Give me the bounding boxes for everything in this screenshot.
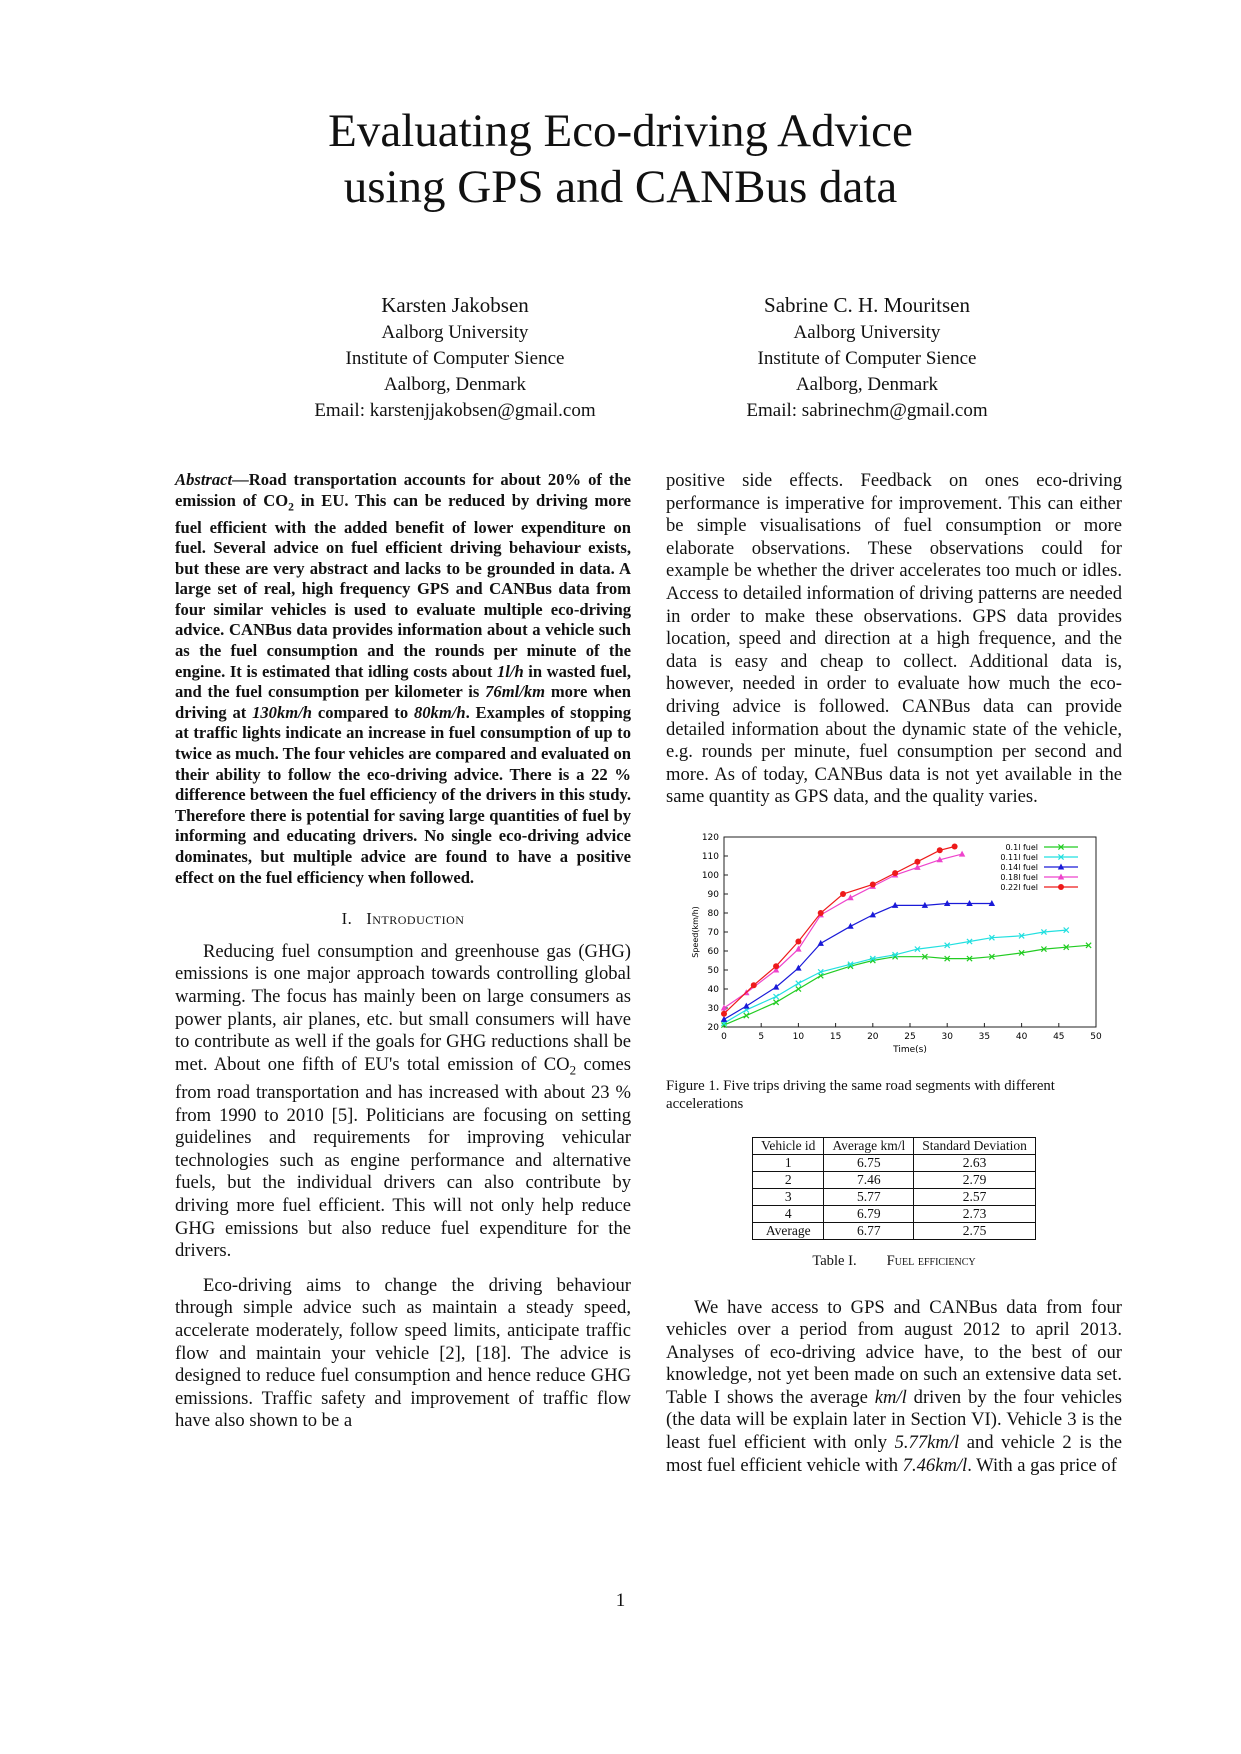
paragraph-text: Reducing fuel consumption and greenhouse gas (GHG) emissions is one major approach towards controlling global warming. The focus has mainly been on large consumers as power plants, air planes, etc. but small consumers will have to contribute as well if the goals for GHG reductions shall be met. About one fifth of EU's total emission of CO: [175, 940, 631, 1075]
legend-label: 0.1l fuel: [1005, 842, 1038, 852]
table-cell: 2.57: [914, 1188, 1036, 1205]
table-cell: 3: [753, 1188, 824, 1205]
data-point: [721, 1011, 727, 1017]
data-point: [773, 994, 778, 999]
x-tick-label: 25: [904, 1031, 916, 1042]
table-cell: 1: [753, 1154, 824, 1171]
x-tick-label: 20: [867, 1031, 879, 1042]
y-tick-label: 20: [707, 1022, 719, 1033]
abstract-text: Road transportation accounts for about 20% of the emission of CO: [175, 470, 631, 510]
math-inline: 7.46km/l: [902, 1454, 968, 1476]
data-point: [870, 881, 876, 887]
table-row: [753, 1154, 1036, 1171]
x-tick-label: 15: [829, 1031, 842, 1042]
math-inline: 130km/h: [252, 702, 313, 722]
author-email: Email: karstenjjakobsen@gmail.com: [314, 400, 596, 421]
paragraph-text: and vehicle 2 is the most fuel efficient vehicle with: [666, 1432, 1122, 1476]
data-point: [1058, 884, 1064, 890]
author-name: Sabrine C. H. Mouritsen: [764, 293, 970, 317]
y-tick-label: 120: [701, 832, 719, 843]
data-point: [751, 982, 757, 988]
table-cell: 5.77: [824, 1188, 914, 1205]
author-location: Aalborg, Denmark: [383, 374, 527, 395]
page-number: 1: [615, 1590, 626, 1611]
series-line: [724, 930, 1066, 1023]
x-tick-label: 40: [1015, 1031, 1028, 1042]
data-point: [721, 1016, 727, 1022]
y-tick-label: 70: [707, 927, 719, 938]
figure-1: [666, 829, 1122, 1069]
data-point: [795, 938, 801, 944]
series-line: [724, 846, 955, 1013]
math-inline: 76ml/km: [485, 682, 546, 702]
table-cell: 4: [753, 1205, 824, 1222]
x-tick-label: 45: [1053, 1031, 1065, 1042]
x-tick-label: 10: [792, 1031, 805, 1042]
data-point: [840, 891, 846, 897]
abstract-lead: Abstract: [175, 470, 233, 489]
section-number: I.: [341, 909, 353, 929]
abstract: [175, 470, 631, 888]
author-block-1: [245, 292, 665, 424]
x-tick-label: 50: [1090, 1031, 1102, 1042]
right-column: [666, 470, 1122, 1489]
table-cell: 2: [753, 1171, 824, 1188]
author-institute: Institute of Computer Sience: [345, 348, 565, 369]
intro-paragraph-2: Eco-driving aims to change the driving behaviour through simple advice such as maintain a steady speed, accelerate moderately, follow speed limits, anticipate traffic flow and maintain your vehicle [2], [18]. The advice is designed to reduce fuel consumption and hence reduce GHG emissions. Traffic safety and improvement of traffic flow have also shown to be a: [175, 1274, 631, 1432]
table-cell: 6.75: [824, 1154, 914, 1171]
data-point: [892, 870, 898, 876]
math-inline: 5.77km/l: [894, 1432, 960, 1454]
table-caption-label: Table I.: [812, 1252, 857, 1269]
table-row: [753, 1205, 1036, 1222]
abstract-dash: —: [232, 470, 249, 489]
table-cell: 2.63: [914, 1154, 1036, 1171]
math-inline: km/l: [874, 1386, 907, 1408]
table-cell: 7.46: [824, 1171, 914, 1188]
data-point: [818, 940, 824, 946]
y-tick-label: 100: [701, 870, 719, 881]
y-tick-label: 40: [707, 984, 719, 995]
table-cell: Average: [753, 1222, 824, 1239]
subscript: 2: [569, 1062, 577, 1078]
legend-label: 0.14l fuel: [1000, 862, 1038, 872]
math-inline: 80km/h: [413, 702, 466, 722]
speed-chart: [686, 829, 1122, 1069]
table-cell: 6.77: [824, 1222, 914, 1239]
author-institute: Institute of Computer Sience: [757, 348, 977, 369]
legend-label: 0.18l fuel: [1000, 872, 1038, 882]
abstract-text: in wasted fuel, and the fuel consumption per kilometer is: [175, 661, 631, 702]
title-line-2: using GPS and CANBus data: [343, 161, 898, 213]
fuel-efficiency-table: [752, 1137, 1036, 1240]
table-header-cell: Average km/l: [824, 1137, 914, 1154]
x-tick-label: 0: [721, 1031, 727, 1042]
math-inline: 1l/h: [496, 661, 524, 681]
author-location: Aalborg, Denmark: [795, 374, 939, 395]
section-heading: [175, 908, 631, 931]
author-block-2: [657, 292, 1077, 424]
y-tick-label: 30: [707, 1003, 719, 1014]
abstract-text: in EU. This can be reduced by driving more fuel efficient with the added benefit of lower expenditure on fuel. Several advice on fuel efficient driving behaviour exists, but these are very abstract and lacks to be grounded in data. A large set of real, high frequency GPS and CANBus data from four similar vehicles is used to evaluate multiple eco-driving advice. CANBus data provides information about a vehicle such as the fuel consumption and the rounds per minute of the engine. It is estimated that idling costs about: [175, 490, 632, 681]
table-body: [753, 1154, 1036, 1239]
table-cell: 2.75: [914, 1222, 1036, 1239]
paragraph-text: . With a gas price of: [967, 1454, 1117, 1476]
abstract-text: more when driving at: [175, 682, 631, 722]
paragraph-text: comes from road transportation and has increased with about 23 % from 1990 to 2010 [5]. Politicians are focusing on setting guidelines and requirements for improving vehicular technologies such as engine performance and alternative fuels, but the individual drivers can also contribute by driving more fuel efficient. This will not only help reduce GHG emissions but also reduce fuel expenditure for the drivers.: [175, 1053, 631, 1262]
author-affiliation: Aalborg University: [381, 322, 529, 343]
data-point: [796, 986, 801, 991]
figure-caption: Figure 1. Five trips driving the same road segments with different accelerations: [666, 1077, 1055, 1112]
paper-title: [0, 103, 1241, 215]
legend-label: 0.22l fuel: [1000, 882, 1038, 892]
table-header-cell: Vehicle id: [753, 1137, 824, 1154]
y-tick-label: 90: [707, 889, 719, 900]
subscript: 2: [288, 499, 294, 513]
author-email: Email: sabrinechm@gmail.com: [746, 400, 988, 421]
data-point: [959, 851, 965, 857]
data-point: [952, 843, 958, 849]
data-point: [914, 859, 920, 865]
data-point: [773, 963, 779, 969]
y-tick-label: 50: [707, 965, 719, 976]
intro-paragraph-3: positive side effects. Feedback on ones eco-driving performance is imperative for improvement. This can either be simple visualisations of fuel consumption or more elaborate observations. These observations could for example be whether the driver accelerates too much or idles. Access to detailed information of driving patterns are needed in order to make these observations. GPS data provides location, speed and direction at a high frequence, and the data is easy and cheap to collect. Additional data is, however, needed in order to evaluate how much the eco-driving advice is followed. CANBus data can provide detailed information about the dynamic state of the vehicle, e.g. rounds per minute, fuel consumption per second and more. As of today, CANBus data is not yet available in the same quantity as GPS data, and the quality varies.: [666, 470, 1122, 808]
table-row: [753, 1222, 1036, 1239]
data-point: [773, 1000, 778, 1005]
data-point: [743, 1003, 749, 1009]
author-affiliation: Aalborg University: [793, 322, 941, 343]
abstract-text: . Examples of stopping at traffic lights indicate an increase in fuel consumption of up to twice as much. The four vehicles are compared and evaluated on their ability to follow the eco-driving advice. There is a 22 % difference between the fuel efficiency of the drivers in this study. Therefore there is potential for saving large quantities of fuel by informing and educating drivers. No single eco-driving advice dominates, but multiple advice are found to have a positive effect on the fuel efficiency when followed.: [175, 702, 631, 887]
y-axis-label: Speed(km/h): [691, 906, 700, 958]
x-axis-label: Time(s): [893, 1044, 927, 1055]
y-tick-label: 110: [701, 851, 719, 862]
section-title: Introduction: [366, 909, 465, 929]
left-column: [175, 470, 631, 1445]
table-row: [753, 1188, 1036, 1205]
intro-paragraph-1: [175, 941, 631, 1263]
y-tick-label: 60: [707, 946, 719, 957]
intro-paragraph-4: [666, 1297, 1122, 1478]
table-row: [753, 1171, 1036, 1188]
table-cell: 2.79: [914, 1171, 1036, 1188]
table-header-cell: Standard Deviation: [914, 1137, 1036, 1154]
title-line-1: Evaluating Eco-driving Advice: [328, 105, 913, 157]
paragraph-text: driven by the four vehicles (the data will be explain later in Section VI). Vehicle 3 is the least fuel efficient with only: [666, 1386, 1122, 1454]
x-tick-label: 35: [978, 1031, 991, 1042]
paragraph-text: We have access to GPS and CANBus data from four vehicles over a period from august 2012 to april 2013. Analyses of eco-driving advice have, to the best of our knowledge, not yet been made on such an extensive data set. Table I shows the average: [666, 1296, 1122, 1408]
abstract-text: compared to: [312, 702, 414, 722]
data-point: [818, 910, 824, 916]
data-point: [796, 981, 801, 986]
x-tick-label: 30: [941, 1031, 953, 1042]
data-point: [937, 847, 943, 853]
x-tick-label: 5: [758, 1031, 765, 1042]
table-caption: [666, 1250, 1122, 1273]
table-caption-title: Fuel efficiency: [886, 1252, 976, 1269]
table-header-row: [753, 1137, 1036, 1154]
y-tick-label: 80: [707, 908, 719, 919]
data-point: [744, 1013, 749, 1018]
legend-label: 0.11l fuel: [1000, 852, 1038, 862]
author-name: Karsten Jakobsen: [381, 293, 529, 317]
table-cell: 2.73: [914, 1205, 1036, 1222]
table-cell: 6.79: [824, 1205, 914, 1222]
